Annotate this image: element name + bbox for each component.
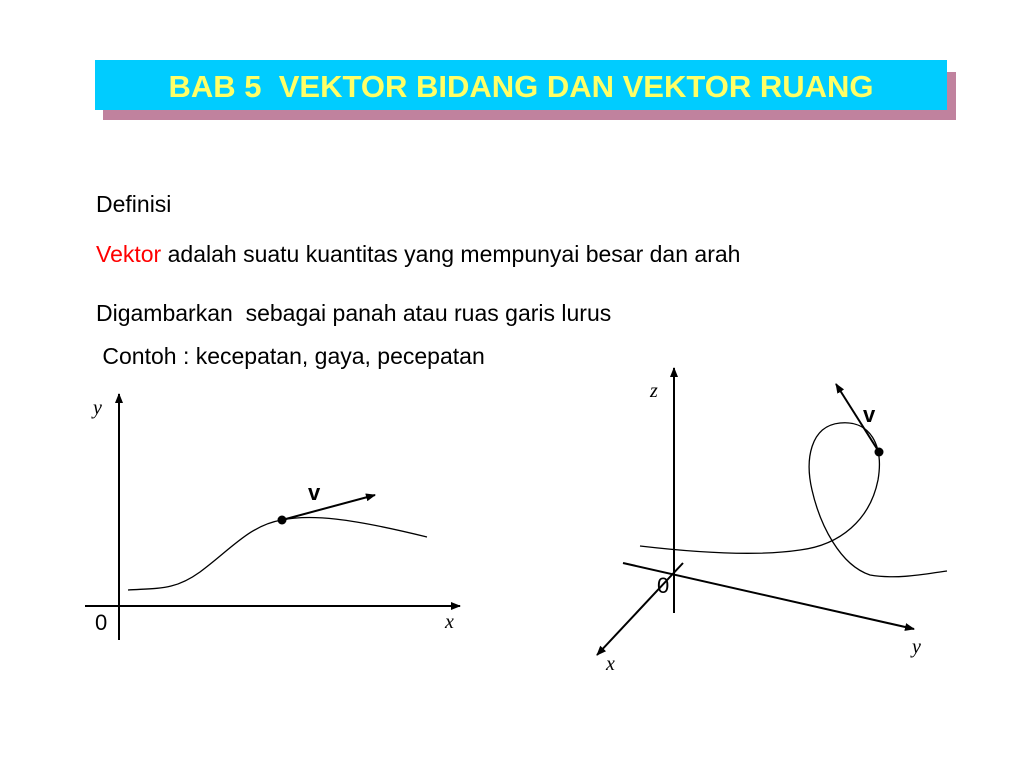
definition-rest: adalah suatu kuantitas yang mempunyai besar dan arah: [161, 241, 741, 267]
point-3d: [875, 448, 884, 457]
vector-label-2d: v: [308, 480, 321, 505]
diagram-3d: [597, 368, 947, 675]
origin-label-2d: 0: [95, 610, 108, 635]
diagram-2d: [85, 394, 460, 640]
vector-arrow-2d: [282, 495, 375, 520]
x-label-2d: x: [445, 611, 454, 633]
curve-3d: [640, 423, 947, 577]
y-label-2d: y: [93, 397, 102, 419]
x-label-3d: x: [606, 653, 615, 675]
curve-2d: [128, 517, 427, 590]
origin-label-3d: 0: [657, 573, 670, 598]
x-axis-3d: [597, 563, 683, 655]
examples-text: Contoh : kecepatan, gaya, pecepatan: [96, 343, 485, 369]
slide-title: BAB 5 VEKTOR BIDANG DAN VEKTOR RUANG: [95, 60, 947, 110]
heading-definisi: Definisi: [96, 191, 172, 217]
y-label-3d: y: [912, 636, 921, 658]
point-2d: [278, 516, 287, 525]
z-label-3d: z: [650, 380, 658, 402]
vector-label-3d: v: [863, 402, 876, 427]
definition-term: Vektor: [96, 241, 162, 267]
description-text: Digambarkan sebagai panah atau ruas garis lurus: [96, 300, 612, 326]
